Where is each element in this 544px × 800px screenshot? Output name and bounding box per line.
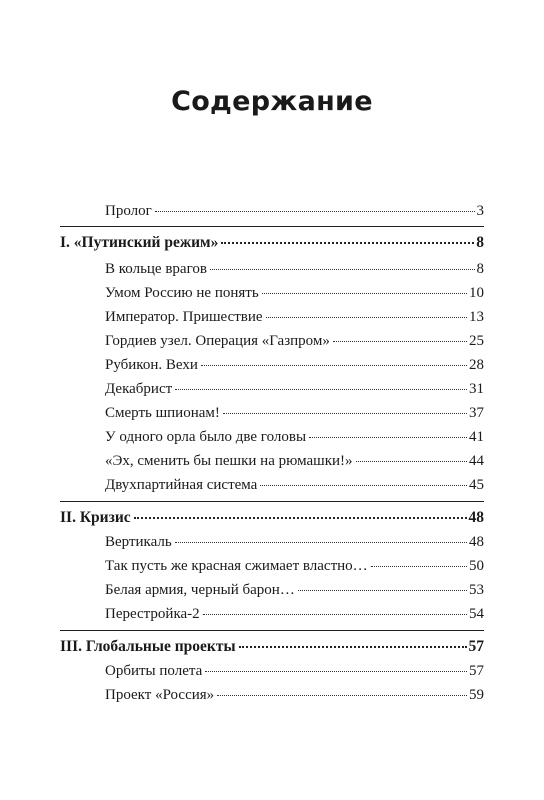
dot-leader xyxy=(260,485,467,486)
dot-leader xyxy=(175,542,467,543)
toc-entry[interactable] xyxy=(105,533,484,551)
toc-entry[interactable] xyxy=(105,404,484,422)
toc-entry[interactable] xyxy=(105,308,484,326)
toc-entry-page: 53 xyxy=(469,582,484,598)
dot-leader xyxy=(203,614,467,615)
toc-entry-label: Пролог xyxy=(105,203,152,219)
toc-entry[interactable] xyxy=(105,260,484,278)
toc-entry[interactable] xyxy=(105,452,484,470)
section-divider xyxy=(60,630,484,631)
toc-entry-page: 50 xyxy=(469,558,484,574)
toc-entry[interactable] xyxy=(105,662,484,680)
toc-entry[interactable] xyxy=(105,380,484,398)
dot-leader xyxy=(155,211,475,212)
toc-entry[interactable] xyxy=(105,605,484,623)
dot-leader xyxy=(205,671,467,672)
toc-entry[interactable] xyxy=(105,428,484,446)
toc-entry-label: «Эх, сменить бы пешки на рюмашки!» xyxy=(105,453,353,469)
dot-leader xyxy=(239,646,467,648)
toc-entry-label: Гордиев узел. Операция «Газпром» xyxy=(105,333,330,349)
toc-entry-page: 10 xyxy=(469,285,484,301)
dot-leader xyxy=(134,517,467,519)
toc-entry-page: 28 xyxy=(469,357,484,373)
toc-section-label: III. Глобальные проекты xyxy=(60,638,236,655)
toc-entry[interactable] xyxy=(105,476,484,494)
dot-leader xyxy=(371,566,467,567)
toc-section-page: 8 xyxy=(476,234,484,251)
toc-entry-label: У одного орла было две головы xyxy=(105,429,307,445)
toc-entry-label: Умом Россию не понять xyxy=(105,285,259,301)
toc-entry-page: 37 xyxy=(469,405,484,421)
dot-leader xyxy=(201,365,467,366)
toc-section-label: II. Кризис xyxy=(60,509,131,526)
toc-entry-label: Вертикаль xyxy=(105,534,172,550)
dot-leader xyxy=(298,590,467,591)
toc-entry-label: Смерть шпионам! xyxy=(105,405,220,421)
toc-entry-page: 25 xyxy=(469,333,484,349)
toc-entry-label: Рубикон. Вехи xyxy=(105,357,198,373)
toc-entry-page: 57 xyxy=(469,663,484,679)
toc-section-page: 57 xyxy=(468,638,484,655)
toc-entry-page: 8 xyxy=(476,261,484,277)
dot-leader xyxy=(223,413,467,414)
toc-entry-prologue[interactable] xyxy=(105,202,484,220)
toc-entry-label: Орбиты полета xyxy=(105,663,203,679)
section-divider xyxy=(60,501,484,502)
dot-leader xyxy=(175,389,467,390)
toc-entry[interactable] xyxy=(105,284,484,302)
dot-leader xyxy=(333,341,467,342)
dot-leader xyxy=(266,317,467,318)
toc-entry-label: Белая армия, черный барон… xyxy=(105,582,295,598)
toc-entry-page: 45 xyxy=(469,477,484,493)
toc-entry-label: Декабрист xyxy=(105,381,173,397)
section-divider xyxy=(60,226,484,227)
toc-entry-page: 54 xyxy=(469,606,484,622)
toc-section-page: 48 xyxy=(468,509,484,526)
toc-entry[interactable] xyxy=(105,581,484,599)
toc-section-label: I. «Путинский режим» xyxy=(60,234,219,251)
toc-entry-label: Император. Пришествие xyxy=(105,309,263,325)
toc-entry-page: 41 xyxy=(469,429,484,445)
toc-entry[interactable] xyxy=(105,686,484,704)
toc-entry-label: В кольце врагов xyxy=(105,261,207,277)
toc-entry-page: 59 xyxy=(469,687,484,703)
page-title: Содержание xyxy=(171,86,373,117)
dot-leader xyxy=(221,242,474,244)
toc-entry[interactable] xyxy=(105,557,484,575)
toc-entry-page: 48 xyxy=(469,534,484,550)
toc-entry-page: 13 xyxy=(469,309,484,325)
toc-entry-label: Проект «Россия» xyxy=(105,687,215,703)
toc-entry-page: 31 xyxy=(469,381,484,397)
toc-entry-page: 3 xyxy=(476,203,484,219)
toc-section-1[interactable] xyxy=(60,234,484,252)
dot-leader xyxy=(309,437,467,438)
dot-leader xyxy=(217,695,467,696)
dot-leader xyxy=(210,269,475,270)
toc-entry[interactable] xyxy=(105,356,484,374)
toc-entry-label: Так пусть же красная сжимает властно… xyxy=(105,558,368,574)
toc-section-2[interactable] xyxy=(60,509,484,527)
toc-section-3[interactable] xyxy=(60,638,484,656)
dot-leader xyxy=(356,461,467,462)
toc-entry-page: 44 xyxy=(469,453,484,469)
toc-entry[interactable] xyxy=(105,332,484,350)
dot-leader xyxy=(262,293,467,294)
toc-entry-label: Двухпартийная система xyxy=(105,477,258,493)
toc-entry-label: Перестройка-2 xyxy=(105,606,200,622)
